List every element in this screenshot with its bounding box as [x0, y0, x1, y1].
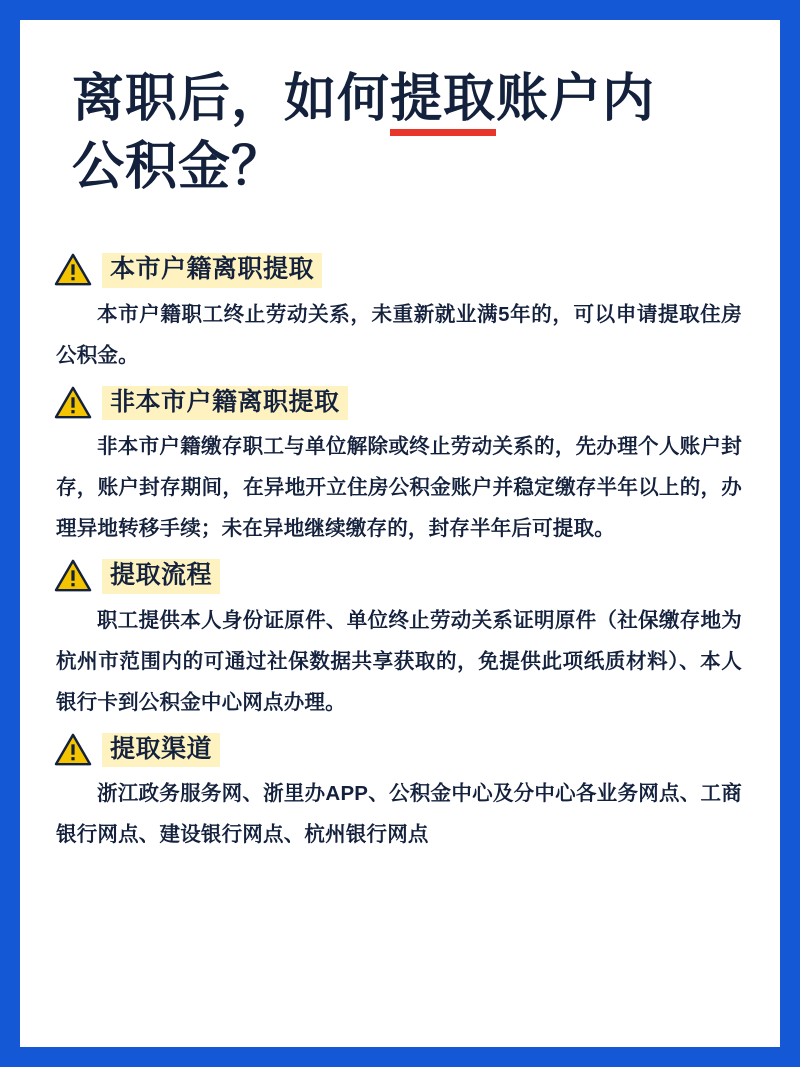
section-body: 浙江政务服务网、浙里办APP、公积金中心及分中心各业务网点、工商银行网点、建设银行网点、杭州银行网点: [56, 782, 742, 847]
section-body: 本市户籍职工终止劳动关系，未重新就业满5年的，可以申请提取住房公积金。: [56, 302, 742, 367]
section-item: [54, 386, 746, 550]
section-header: [54, 253, 746, 288]
section-body: 非本市户籍缴存职工与单位解除或终止劳动关系的，先办理个人账户封存，账户封存期间，在异地开立住房公积金账户并稳定缴存半年以上的，办理异地转移手续；未在异地继续缴存的，封存半年后可提取。: [56, 435, 742, 541]
title-line1-after: 账户内: [496, 70, 656, 128]
title-line1-before: 离职后，如何: [72, 70, 391, 128]
section-item: [54, 253, 746, 376]
warning-triangle-icon: [54, 253, 92, 287]
poster-card: [20, 20, 780, 1047]
section-item: [54, 733, 746, 856]
section-header: [54, 733, 746, 768]
section-item: [54, 559, 746, 723]
title-highlight: 提取: [390, 66, 496, 134]
sections-list: [54, 253, 746, 855]
section-header: [54, 559, 746, 594]
warning-triangle-icon: [54, 559, 92, 593]
section-body: 职工提供本人身份证原件、单位终止劳动关系证明原件（社保缴存地为杭州市范围内的可通过社保数据共享获取的，免提供此项纸质材料）、本人银行卡到公积金中心网点办理。: [56, 608, 742, 714]
section-heading: 非本市户籍离职提取: [102, 386, 348, 421]
section-heading: 本市户籍离职提取: [102, 253, 322, 288]
section-header: [54, 386, 746, 421]
section-heading: 提取流程: [102, 559, 220, 594]
section-heading: 提取渠道: [102, 733, 220, 768]
warning-triangle-icon: [54, 386, 92, 420]
page-title: [72, 66, 746, 201]
title-line2: 公积金？: [72, 137, 285, 196]
warning-triangle-icon: [54, 733, 92, 767]
